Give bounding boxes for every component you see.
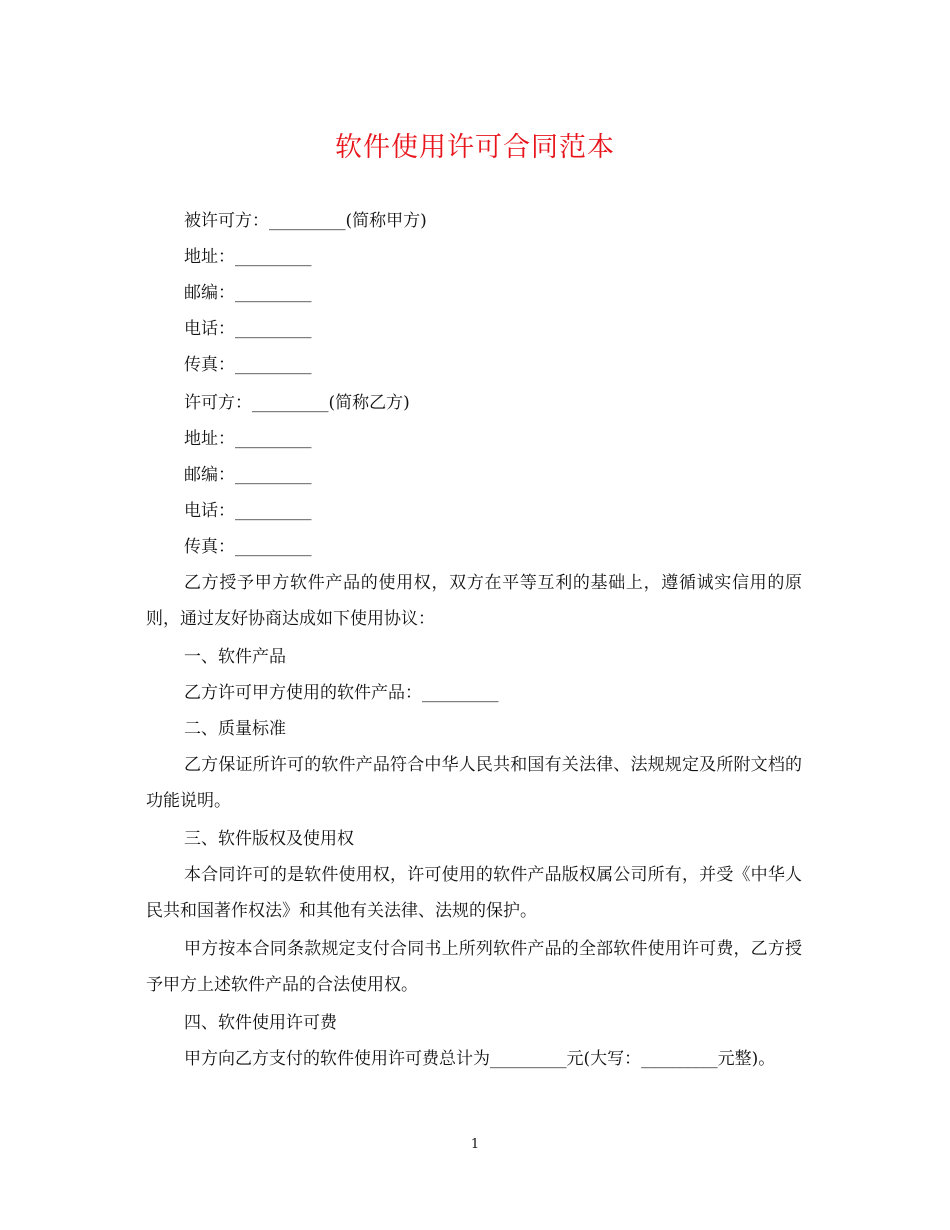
preamble-paragraph: 乙方授予甲方软件产品的使用权，双方在平等互利的基础上，遵循诚实信用的原则，通过友好协商达成如下使用协议： bbox=[146, 573, 802, 629]
section-3-heading: 三、软件版权及使用权 bbox=[184, 829, 354, 849]
section-4-heading: 四、软件使用许可费 bbox=[184, 1013, 337, 1033]
licensor-phone-line: 电话：_________ bbox=[184, 501, 312, 521]
licensor-address-line: 地址：_________ bbox=[184, 429, 312, 449]
page-title: 软件使用许可合同范本 bbox=[335, 132, 615, 163]
licensee-postcode-line: 邮编：_________ bbox=[184, 283, 312, 303]
licensor-postcode-line: 邮编：_________ bbox=[184, 465, 312, 485]
section-1-text: 乙方许可甲方使用的软件产品：_________ bbox=[184, 683, 499, 703]
page-number: 1 bbox=[470, 1137, 480, 1152]
licensor-party-line: 许可方：_________(简称乙方) bbox=[184, 393, 410, 413]
section-3-paragraph-2: 甲方按本合同条款规定支付合同书上所列软件产品的全部软件使用许可费，乙方授予甲方上述软件产品的合法使用权。 bbox=[146, 939, 802, 995]
section-2-heading: 二、质量标准 bbox=[184, 719, 286, 739]
licensee-party-line: 被许可方：_________(简称甲方) bbox=[184, 211, 427, 231]
section-1-heading: 一、软件产品 bbox=[184, 647, 286, 667]
licensor-fax-line: 传真：_________ bbox=[184, 537, 312, 557]
licensee-address-line: 地址：_________ bbox=[184, 247, 312, 267]
licensee-fax-line: 传真：_________ bbox=[184, 355, 312, 375]
section-4-paragraph: 甲方向乙方支付的软件使用许可费总计为_________元(大写：_________元整)。 bbox=[184, 1049, 776, 1069]
section-3-paragraph-1: 本合同许可的是软件使用权，许可使用的软件产品版权属公司所有，并受《中华人民共和国著作权法》和其他有关法律、法规的保护。 bbox=[146, 865, 802, 921]
licensee-phone-line: 电话：_________ bbox=[184, 319, 312, 339]
section-2-paragraph: 乙方保证所许可的软件产品符合中华人民共和国有关法律、法规规定及所附文档的功能说明。 bbox=[146, 755, 802, 811]
